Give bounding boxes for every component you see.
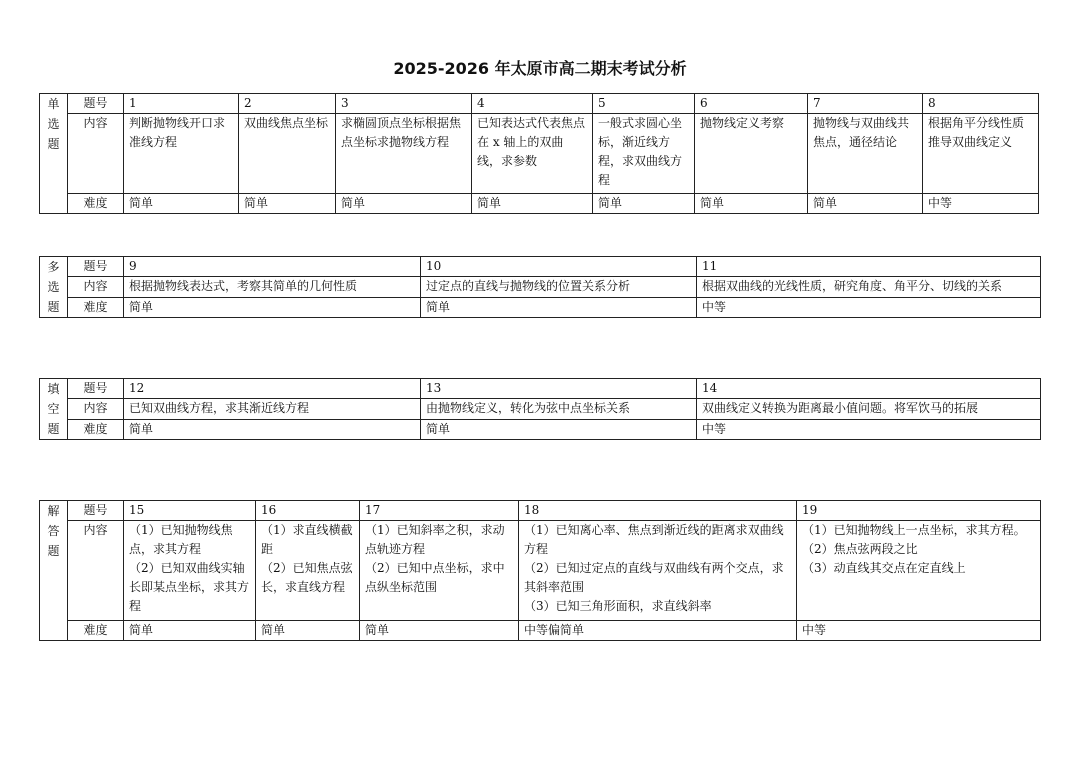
sub-question: （2）已知双曲线实轴长即某点坐标，求其方程 <box>129 561 250 613</box>
question-content: 根据双曲线的光线性质，研究角度、角平分、切线的关系 <box>697 277 1041 297</box>
question-content <box>256 521 360 621</box>
sub-question: （2）已知焦点弦长，求直线方程 <box>261 561 353 594</box>
row-label-content: 内容 <box>68 114 124 194</box>
row-label-num: 题号 <box>68 257 124 277</box>
question-content: 过定点的直线与抛物线的位置关系分析 <box>421 277 697 297</box>
row-label-content: 内容 <box>68 399 124 419</box>
sub-question: （1）已知离心率、焦点到渐近线的距离求双曲线方程 <box>524 523 784 556</box>
sub-question: （3）已知三角形面积，求直线斜率 <box>524 599 712 613</box>
row-label-num: 题号 <box>68 501 124 521</box>
sub-question: （1）已知抛物线焦点，求其方程 <box>129 523 233 556</box>
question-num: 14 <box>697 379 1041 399</box>
question-content: 根据抛物线表达式，考察其简单的几何性质 <box>124 277 421 297</box>
question-difficulty: 简单 <box>695 194 808 214</box>
question-num: 13 <box>421 379 697 399</box>
question-content: 一般式求圆心坐标，渐近线方程，求双曲线方程 <box>593 114 695 194</box>
question-content <box>360 521 519 621</box>
question-difficulty: 中等 <box>697 419 1041 439</box>
fill-blank-table <box>39 378 1041 440</box>
sub-question: （2）已知过定点的直线与双曲线有两个交点，求其斜率范围 <box>524 561 784 594</box>
row-label-difficulty: 难度 <box>68 194 124 214</box>
question-num: 17 <box>360 501 519 521</box>
question-content: 已知双曲线方程，求其渐近线方程 <box>124 399 421 419</box>
sub-question: （1）已知斜率之积，求动点轨迹方程 <box>365 523 505 556</box>
single-choice-table <box>39 93 1039 214</box>
question-num: 9 <box>124 257 421 277</box>
question-difficulty: 简单 <box>421 297 697 317</box>
category-cell: 单 选 题 <box>40 94 68 214</box>
question-difficulty: 简单 <box>360 621 519 641</box>
sub-question: （2）焦点弦两段之比 <box>802 542 918 556</box>
category-cell: 填 空 题 <box>40 379 68 440</box>
question-content: 已知表达式代表焦点在 x 轴上的双曲线，求参数 <box>472 114 593 194</box>
question-difficulty: 中等 <box>923 194 1039 214</box>
question-difficulty: 简单 <box>472 194 593 214</box>
row-label-num: 题号 <box>68 379 124 399</box>
question-num: 1 <box>124 94 239 114</box>
sub-question: （1）求直线横截距 <box>261 523 353 556</box>
question-content <box>797 521 1041 621</box>
row-label-content: 内容 <box>68 521 124 621</box>
page-title: 2025-2026 年太原市高二期末考试分析 <box>393 59 687 78</box>
row-label-difficulty: 难度 <box>68 621 124 641</box>
question-num: 6 <box>695 94 808 114</box>
question-content <box>519 521 797 621</box>
question-content: 双曲线定义转换为距离最小值问题。将军饮马的拓展 <box>697 399 1041 419</box>
sub-question: （1）已知抛物线上一点坐标，求其方程。 <box>802 523 1026 537</box>
question-num: 8 <box>923 94 1039 114</box>
question-difficulty: 简单 <box>256 621 360 641</box>
answer-questions-table <box>39 500 1041 641</box>
question-num: 15 <box>124 501 256 521</box>
question-difficulty: 中等 <box>697 297 1041 317</box>
question-num: 16 <box>256 501 360 521</box>
question-content: 由抛物线定义，转化为弦中点坐标关系 <box>421 399 697 419</box>
question-content: 根据角平分线性质推导双曲线定义 <box>923 114 1039 194</box>
question-content: 抛物线与双曲线共焦点，通径结论 <box>808 114 923 194</box>
question-num: 5 <box>593 94 695 114</box>
question-difficulty: 简单 <box>124 194 239 214</box>
category-cell: 多 选 题 <box>40 257 68 318</box>
row-label-difficulty: 难度 <box>68 297 124 317</box>
question-difficulty: 简单 <box>808 194 923 214</box>
question-content: 抛物线定义考察 <box>695 114 808 194</box>
question-num: 19 <box>797 501 1041 521</box>
question-difficulty: 简单 <box>239 194 336 214</box>
question-num: 18 <box>519 501 797 521</box>
question-num: 7 <box>808 94 923 114</box>
row-label-content: 内容 <box>68 277 124 297</box>
row-label-difficulty: 难度 <box>68 419 124 439</box>
sub-question: （3）动直线其交点在定直线上 <box>802 561 966 575</box>
question-difficulty: 简单 <box>124 419 421 439</box>
question-num: 11 <box>697 257 1041 277</box>
question-difficulty: 简单 <box>336 194 472 214</box>
question-content: 双曲线焦点坐标 <box>239 114 336 194</box>
question-num: 2 <box>239 94 336 114</box>
sub-question: （2）已知中点坐标，求中点纵坐标范围 <box>365 561 505 594</box>
row-label-num: 题号 <box>68 94 124 114</box>
question-difficulty: 中等 <box>797 621 1041 641</box>
question-difficulty: 简单 <box>421 419 697 439</box>
question-content: 判断抛物线开口求准线方程 <box>124 114 239 194</box>
multi-choice-table <box>39 256 1041 318</box>
question-difficulty: 简单 <box>124 621 256 641</box>
question-num: 12 <box>124 379 421 399</box>
question-content: 求椭圆顶点坐标根据焦点坐标求抛物线方程 <box>336 114 472 194</box>
question-difficulty: 简单 <box>124 297 421 317</box>
question-content <box>124 521 256 621</box>
question-num: 4 <box>472 94 593 114</box>
category-cell: 解 答 题 <box>40 501 68 641</box>
question-difficulty: 中等偏简单 <box>519 621 797 641</box>
question-difficulty: 简单 <box>593 194 695 214</box>
question-num: 3 <box>336 94 472 114</box>
question-num: 10 <box>421 257 697 277</box>
